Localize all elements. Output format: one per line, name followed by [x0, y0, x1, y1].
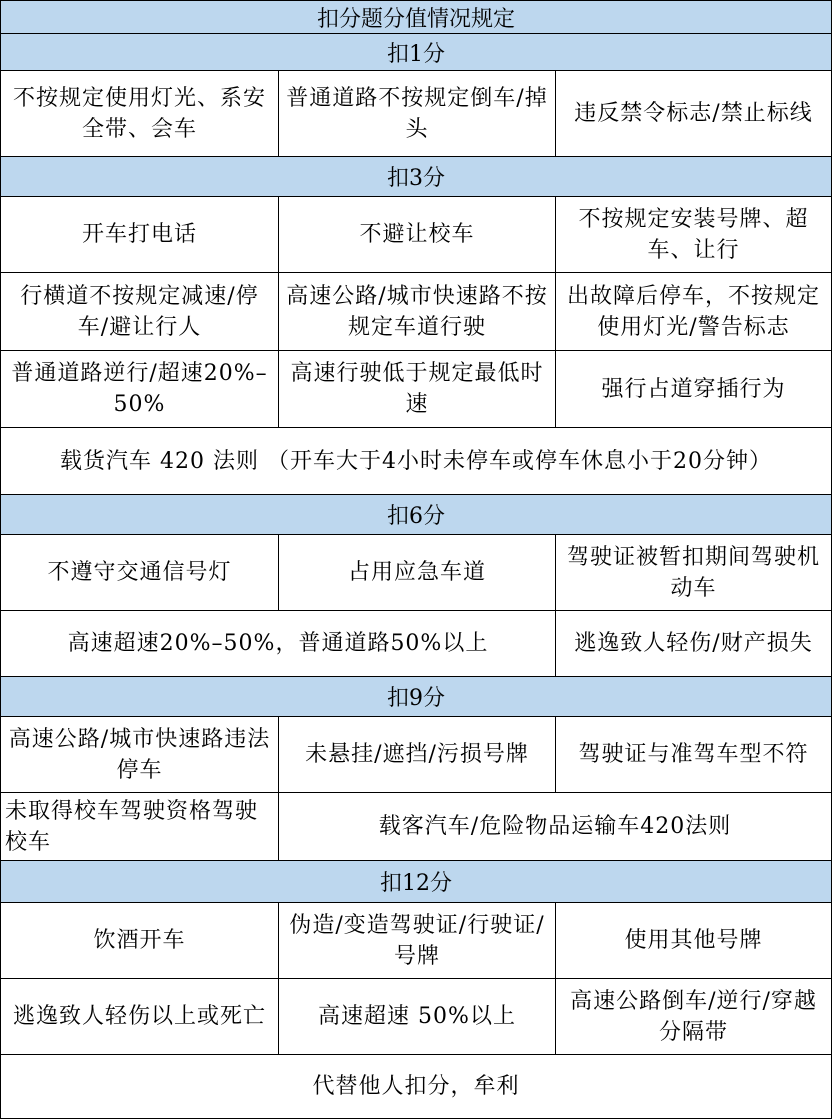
- table-cell: 高速行驶低于规定最低时速: [279, 351, 556, 427]
- section-header-9-text: 扣9分: [387, 686, 445, 711]
- table-row: [1, 793, 831, 861]
- table-row: [1, 71, 831, 157]
- table-cell: 载客汽车/危险物品运输车420法则: [378, 814, 732, 839]
- table-row: [1, 717, 831, 793]
- table-cell: 饮酒开车: [1, 903, 279, 978]
- table-cell: 高速公路倒车/逆行/穿越分隔带: [570, 988, 817, 1045]
- table-cell: 普通道路不按规定倒车/掉头: [279, 71, 556, 156]
- table-cell: 违反禁令标志/禁止标线: [574, 101, 813, 126]
- section-header-6: [1, 495, 831, 535]
- section-header-1-text: 扣1分: [387, 41, 445, 67]
- section-header-6-text: 扣6分: [387, 504, 445, 529]
- table-cell: 代替他人扣分，牟利: [312, 1074, 520, 1099]
- section-header-3-text: 扣3分: [387, 166, 445, 191]
- section-header-12: [1, 861, 831, 903]
- table-cell: 行横道不按规定减速/停车/避让行人: [1, 273, 279, 350]
- table-row: [1, 611, 831, 677]
- table-title: [1, 1, 831, 34]
- table-cell: 强行占道穿插行为: [601, 376, 786, 402]
- table-cell: 高速超速 50%以上: [279, 979, 556, 1054]
- table-row: [1, 979, 831, 1055]
- table-row: [1, 351, 831, 428]
- table-cell: 逃逸致人轻伤/财产损失: [574, 631, 813, 656]
- table-cell: 使用其他号牌: [624, 928, 763, 953]
- table-cell: 占用应急车道: [279, 535, 556, 610]
- table-cell: 不按规定安装号牌、超车、让行: [578, 206, 809, 263]
- section-header-3: [1, 157, 831, 197]
- table-cell: 驾驶证被暂扣期间驾驶机动车: [566, 544, 820, 601]
- section-header-1: [1, 34, 831, 71]
- table-row: [1, 535, 831, 611]
- section-header-9: [1, 677, 831, 717]
- section-header-12-text: 扣12分: [380, 871, 452, 896]
- table-cell: 不避让校车: [279, 197, 556, 272]
- table-cell: 开车打电话: [1, 197, 279, 272]
- table-row: [1, 1055, 831, 1118]
- table-cell: 高速公路/城市快速路不按规定车道行驶: [279, 273, 556, 350]
- table-cell: 出故障后停车，不按规定使用灯光/警告标志: [566, 283, 820, 340]
- table-cell: 高速超速20%–50%，普通道路50%以上: [1, 611, 556, 676]
- table-cell: 未悬挂/遮挡/污损号牌: [279, 717, 556, 792]
- table-row: [1, 273, 831, 351]
- table-cell: 不按规定使用灯光、系安全带、会车: [1, 71, 279, 156]
- table-title-text: 扣分题分值情况规定: [316, 6, 515, 32]
- table-cell: 未取得校车驾驶资格驾驶校车: [1, 793, 279, 860]
- table-cell: 载货汽车 420 法则 （开车大于4小时未停车或停车休息小于20分钟）: [60, 448, 772, 474]
- table-cell: 普通道路逆行/超速20%–50%: [1, 351, 279, 427]
- table-cell: 逃逸致人轻伤以上或死亡: [1, 979, 279, 1054]
- table-cell: 驾驶证与准驾车型不符: [578, 742, 809, 767]
- table-cell: 不遵守交通信号灯: [1, 535, 279, 610]
- table-row: [1, 903, 831, 979]
- table-cell: 高速公路/城市快速路违法停车: [1, 717, 279, 792]
- table-row: [1, 197, 831, 273]
- table-row: [1, 428, 831, 495]
- table-cell: 伪造/变造驾驶证/行驶证/号牌: [279, 903, 556, 978]
